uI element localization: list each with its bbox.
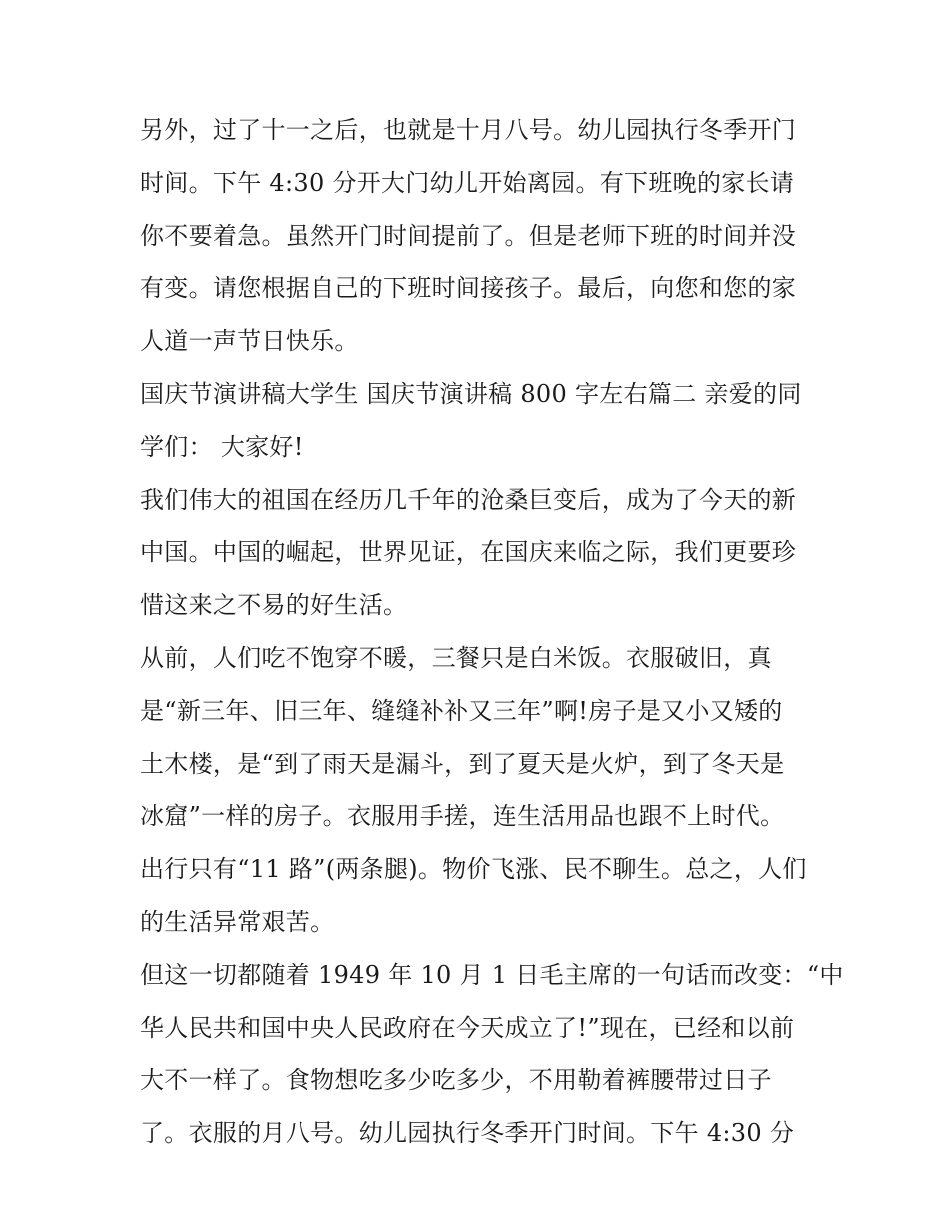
text-line: 你不要着急。虽然开门时间提前了。但是老师下班的时间并没 — [140, 221, 797, 250]
text-line: 大不一样了。食物想吃多少吃多少，不用勒着裤腰带过日子 — [140, 1066, 772, 1095]
text-line: 我们伟大的祖国在经历几千年的沧桑巨变后，成为了今天的新 — [140, 485, 797, 514]
text-line: 但这一切都随着 1949 年 10 月 1 日毛主席的一句话而改变：“中 — [140, 960, 844, 989]
text-line: 学们： 大家好! — [140, 432, 304, 461]
text-line: 时间。下午 4:30 分开大门幼儿开始离园。有下班晚的家长请 — [140, 168, 795, 197]
document-body — [140, 108, 844, 1164]
text-line: 另外，过了十一之后，也就是十月八号。幼儿园执行冬季开门 — [140, 116, 797, 144]
text-line: 有变。请您根据自己的下班时间接孩子。最后，向您和您的家 — [140, 274, 797, 303]
text-line: 人道一声节日快乐。 — [140, 327, 359, 356]
text-line: 的生活异常艰苦。 — [140, 907, 335, 936]
text-line: 国庆节演讲稿大学生 国庆节演讲稿 800 字左右篇二 亲爱的同 — [140, 379, 802, 408]
text-line: 惜这来之不易的好生活。 — [140, 591, 408, 620]
text-line: 出行只有“11 路”(两条腿)。物价飞涨、民不聊生。总之，人们 — [140, 855, 807, 884]
text-line: 冰窟”一样的房子。衣服用手搓，连生活用品也跟不上时代。 — [140, 802, 785, 831]
text-line: 是“新三年、旧三年、缝缝补补又三年”啊!房子是又小又矮的 — [140, 696, 783, 725]
text-line: 了。衣服的月八号。幼儿园执行冬季开门时间。下午 4:30 分 — [140, 1119, 795, 1148]
text-line: 华人民共和国中央人民政府在今天成立了!”现在，已经和以前 — [140, 1013, 795, 1042]
text-line: 中国。中国的崛起，世界见证，在国庆来临之际，我们更要珍 — [140, 538, 797, 567]
text-line: 土木楼，是“到了雨天是漏斗，到了夏天是火炉，到了冬天是 — [140, 749, 785, 778]
text-line: 从前，人们吃不饱穿不暖，三餐只是白米饭。衣服破旧，真 — [140, 643, 772, 672]
